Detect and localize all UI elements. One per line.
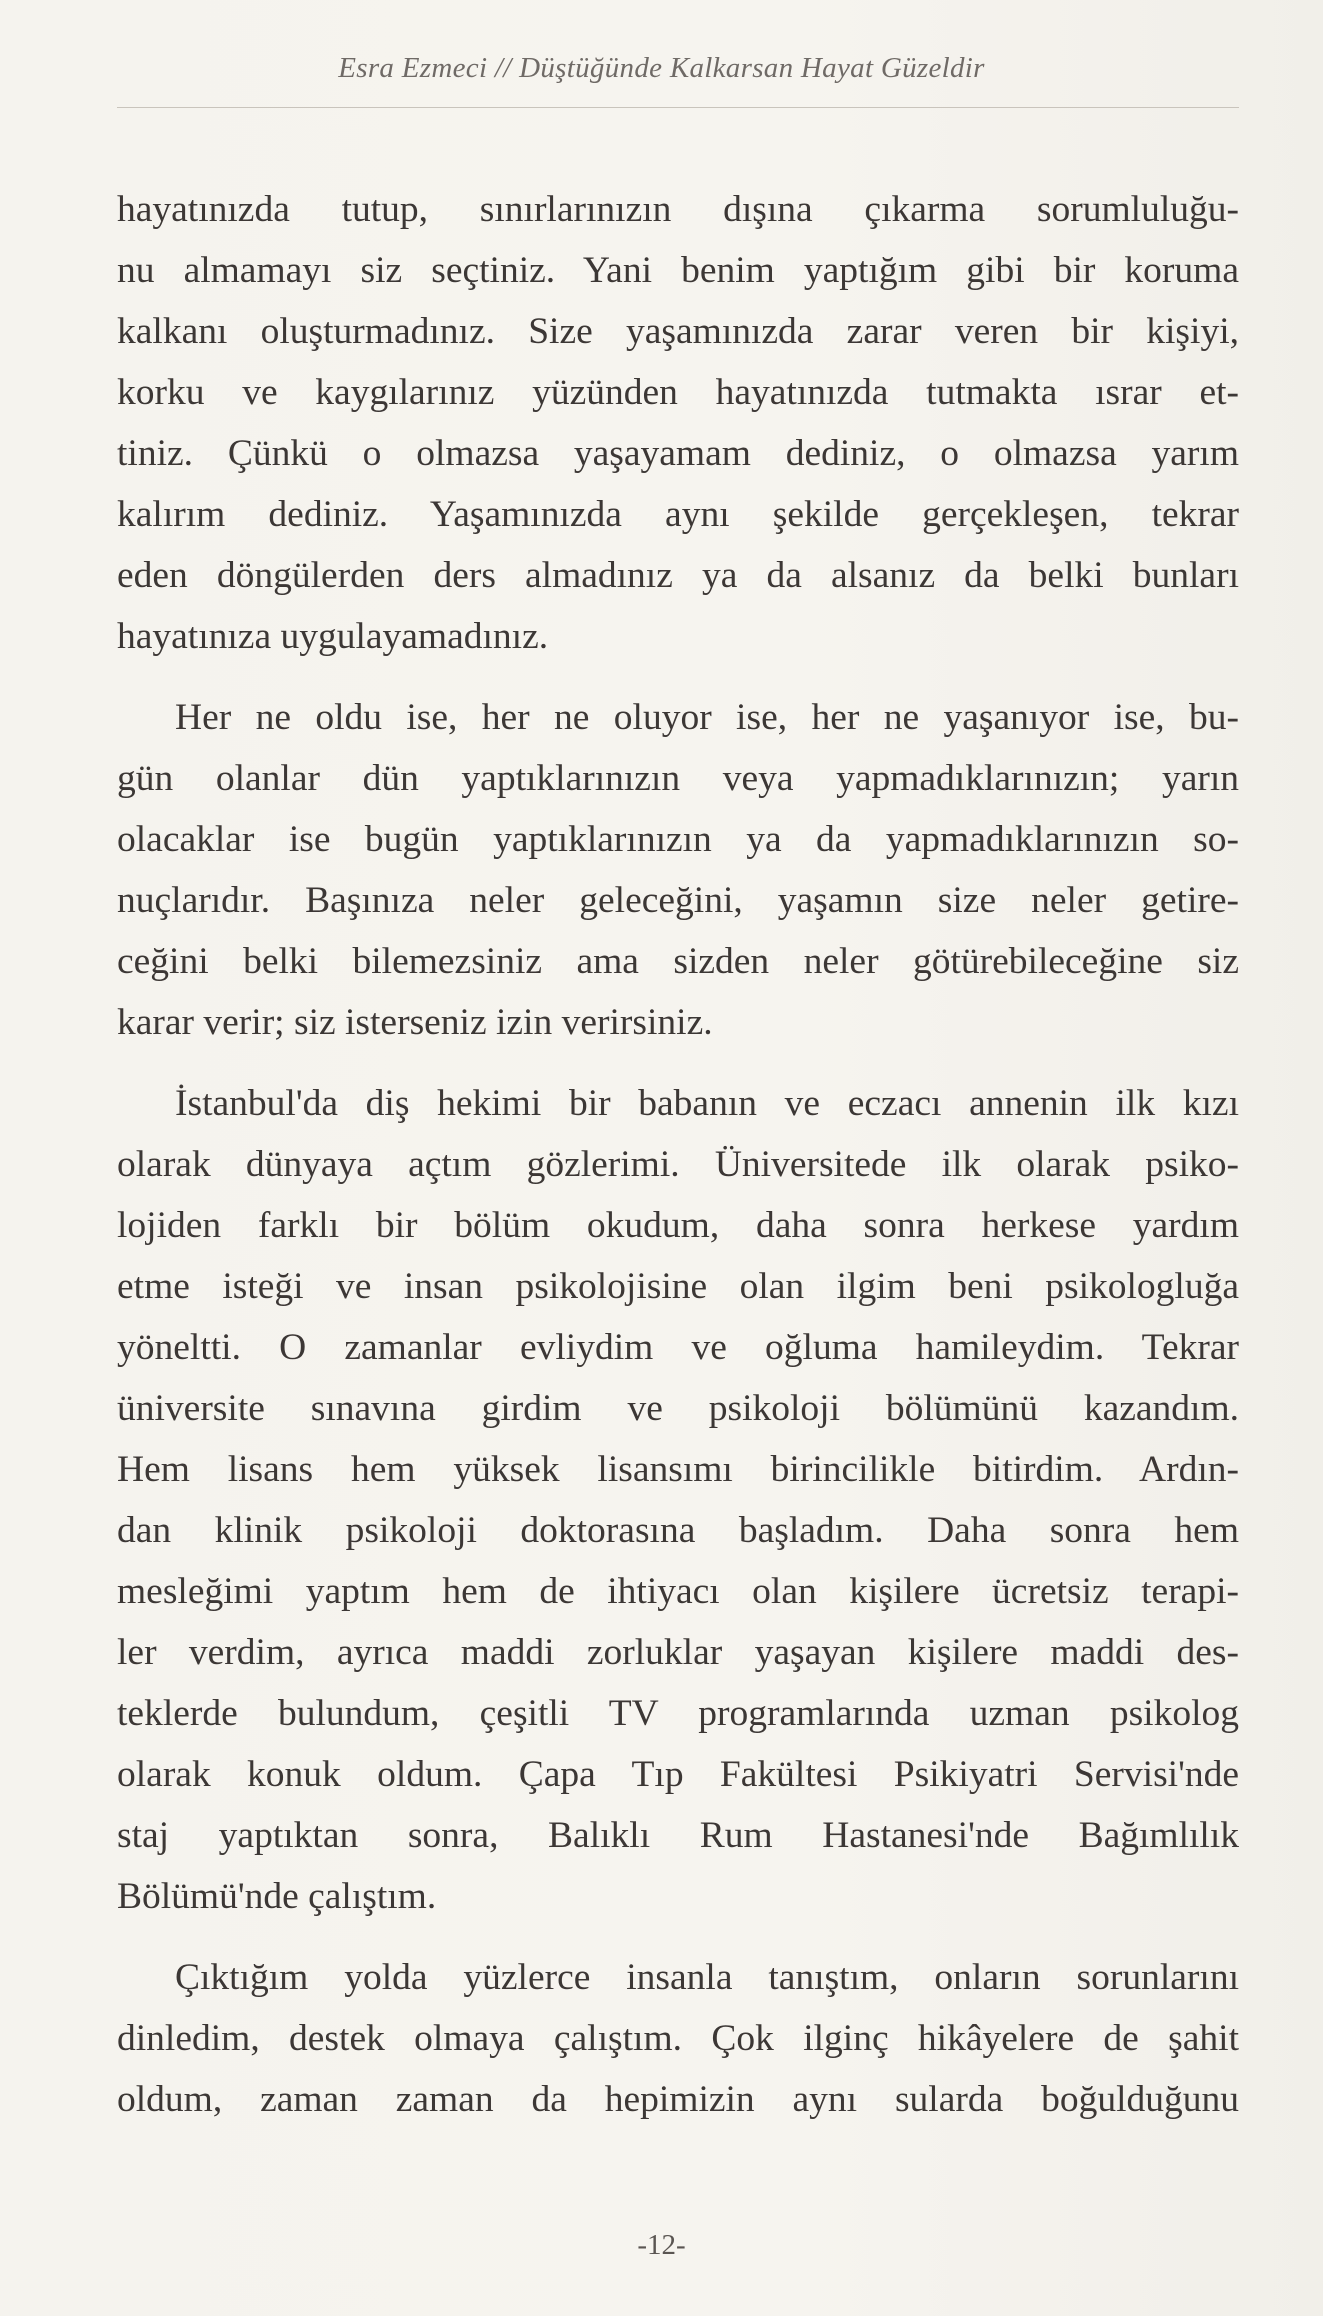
text-line: olacaklar ise bugün yaptıklarınızın ya da yapmadıklarınızın so- — [117, 819, 1239, 860]
header-rule — [117, 107, 1239, 108]
text-line: etme isteği ve insan psikolojisine olan ilgim beni psikologluğa — [117, 1266, 1239, 1307]
text-line: Bölümü'nde çalıştım. — [117, 1876, 437, 1917]
paragraph-1 — [117, 179, 1239, 667]
text-line: gün olanlar dün yaptıklarınızın veya yapmadıklarınızın; yarın — [117, 758, 1239, 799]
text-line: korku ve kaygılarınız yüzünden hayatınızda tutmakta ısrar et- — [117, 372, 1239, 413]
text-line: staj yaptıktan sonra, Balıklı Rum Hastanesi'nde Bağımlılık — [117, 1815, 1239, 1856]
paragraph-3 — [117, 1073, 1239, 1927]
running-head: Esra Ezmeci // Düştüğünde Kalkarsan Hayat Güzeldir — [338, 52, 985, 84]
text-line: Her ne oldu ise, her ne oluyor ise, her ne yaşanıyor ise, bu- — [175, 697, 1239, 738]
text-line: mesleğimi yaptım hem de ihtiyacı olan kişilere ücretsiz terapi- — [117, 1571, 1239, 1612]
text-line: tiniz. Çünkü o olmazsa yaşayamam dediniz, o olmazsa yarım — [117, 433, 1239, 474]
paragraph-4 — [117, 1947, 1239, 2130]
text-line: İstanbul'da diş hekimi bir babanın ve eczacı annenin ilk kızı — [175, 1083, 1239, 1124]
text-line: nuçlarıdır. Başınıza neler geleceğini, yaşamın size neler getire- — [117, 880, 1239, 921]
text-line: Hem lisans hem yüksek lisansımı birincilikle bitirdim. Ardın- — [117, 1449, 1239, 1490]
text-line: kalkanı oluşturmadınız. Size yaşamınızda zarar veren bir kişiyi, — [117, 311, 1239, 352]
page-number: -12- — [637, 2229, 686, 2261]
text-line: dan klinik psikoloji doktorasına başladım. Daha sonra hem — [117, 1510, 1239, 1551]
text-line: üniversite sınavına girdim ve psikoloji bölümünü kazandım. — [117, 1388, 1239, 1429]
text-line: eden döngülerden ders almadınız ya da alsanız da belki bunları — [117, 555, 1239, 596]
text-line: olarak dünyaya açtım gözlerimi. Üniversitede ilk olarak psiko- — [117, 1144, 1239, 1185]
text-line: ceğini belki bilemezsiniz ama sizden neler götürebileceğine siz — [117, 941, 1239, 982]
text-line: karar verir; siz isterseniz izin verirsiniz. — [117, 1002, 713, 1043]
text-line: hayatınızda tutup, sınırlarınızın dışına çıkarma sorumluluğu- — [117, 189, 1239, 230]
text-line: yöneltti. O zamanlar evliydim ve oğluma hamileydim. Tekrar — [117, 1327, 1239, 1368]
paragraph-2 — [117, 687, 1239, 1053]
text-line: Çıktığım yolda yüzlerce insanla tanıştım, onların sorunlarını — [175, 1957, 1239, 1998]
text-line: nu almamayı siz seçtiniz. Yani benim yaptığım gibi bir koruma — [117, 250, 1239, 291]
body-text — [117, 179, 1239, 2150]
text-line: kalırım dediniz. Yaşamınızda aynı şekilde gerçekleşen, tekrar — [117, 494, 1239, 535]
text-line: lojiden farklı bir bölüm okudum, daha sonra herkese yardım — [117, 1205, 1239, 1246]
text-line: oldum, zaman zaman da hepimizin aynı sularda boğulduğunu — [117, 2079, 1239, 2120]
text-line: dinledim, destek olmaya çalıştım. Çok ilginç hikâyelere de şahit — [117, 2018, 1239, 2059]
text-line: teklerde bulundum, çeşitli TV programlarında uzman psikolog — [117, 1693, 1239, 1734]
text-line: hayatınıza uygulayamadınız. — [117, 616, 549, 657]
text-line: ler verdim, ayrıca maddi zorluklar yaşayan kişilere maddi des- — [117, 1632, 1239, 1673]
text-line: olarak konuk oldum. Çapa Tıp Fakültesi Psikiyatri Servisi'nde — [117, 1754, 1239, 1795]
